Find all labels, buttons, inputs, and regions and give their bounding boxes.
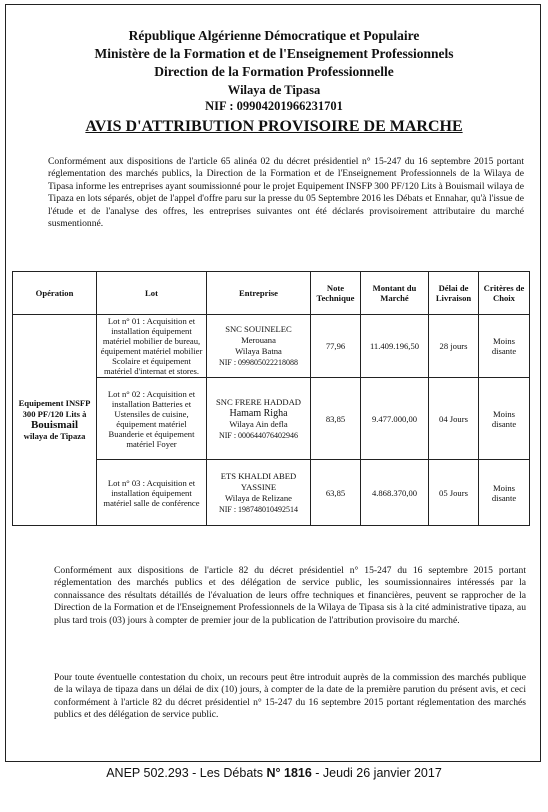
footer-ref: ANEP 502.293 - Les Débats bbox=[106, 766, 264, 780]
attribution-table bbox=[12, 271, 530, 526]
entreprise-cell bbox=[207, 460, 311, 526]
note-cell: 63,85 bbox=[311, 460, 361, 526]
operation-line1: Equipement INSFP 300 PF/120 Lits à bbox=[18, 398, 91, 419]
operation-city: Bouismail bbox=[30, 419, 79, 431]
entreprise-line2: Hamam Righa bbox=[229, 407, 288, 419]
header-ministry: Ministère de la Formation et de l'Enseignement Professionnels bbox=[94, 46, 454, 61]
notice-title: AVIS D'ATTRIBUTION PROVISOIRE DE MARCHE bbox=[85, 118, 463, 135]
montant-cell: 11.409.196,50 bbox=[361, 315, 429, 378]
header-note: Note Technique bbox=[311, 272, 361, 315]
entreprise-nif: NIF : 000644076402946 bbox=[218, 430, 299, 440]
entreprise-name: SNC FRERE HADDAD bbox=[216, 396, 301, 407]
critere-cell: Moins disante bbox=[479, 460, 530, 526]
entreprise-line2: Wilaya de Relizane bbox=[225, 492, 292, 503]
montant-cell: 9.477.000,00 bbox=[361, 378, 429, 460]
delai-cell: 28 jours bbox=[429, 315, 479, 378]
header-operation: Opération bbox=[13, 272, 97, 315]
entreprise-nif: NIF : 198748010492514 bbox=[218, 504, 299, 514]
table-header-row bbox=[13, 272, 530, 315]
entreprise-name: ETS KHALDI ABED YASSINE bbox=[220, 470, 297, 492]
header-nif: NIF : 09904201966231701 bbox=[205, 99, 343, 113]
header-lot: Lot bbox=[97, 272, 207, 315]
critere-cell: Moins disante bbox=[479, 378, 530, 460]
footer-date: - Jeudi 26 janvier 2017 bbox=[315, 766, 442, 780]
lot-cell: Lot n° 02 : Acquisition et installation Batteries et Ustensiles de cuisine, équipement matériel Buanderie et équipement matériel Foyer bbox=[97, 378, 207, 460]
entreprise-name: SNC SOUINELEC bbox=[225, 324, 292, 334]
operation-line3: wilaya de Tipaza bbox=[23, 431, 86, 441]
note-cell: 77,96 bbox=[311, 315, 361, 378]
entreprise-nif: NIF : 099805022218088 bbox=[218, 358, 299, 367]
footer-number: N° 1816 bbox=[266, 766, 312, 780]
entreprise-cell bbox=[207, 315, 311, 378]
header-direction: Direction de la Formation Professionnelle bbox=[154, 64, 394, 79]
header-wilaya: Wilaya de Tipasa bbox=[227, 83, 321, 97]
critere-cell: Moins disante bbox=[479, 315, 530, 378]
publication-footer bbox=[0, 766, 548, 780]
entreprise-line3: Wilaya Ain defla bbox=[229, 418, 288, 429]
entreprise-cell bbox=[207, 378, 311, 460]
lot-cell: Lot n° 03 : Acquisition et installation équipement matériel salle de conférence bbox=[97, 460, 207, 526]
table-row bbox=[13, 315, 530, 378]
delai-cell: 05 Jours bbox=[429, 460, 479, 526]
header-montant: Montant du Marché bbox=[361, 272, 429, 315]
intro-paragraph: Conformément aux dispositions de l'article 65 alinéa 02 du décret présidentiel n° 15-247 du 16 septembre 2015 portant réglementation des marchés publics, la Direction de la Formation et de l'Enseignement Professionnels de la Wilaya de Tipasa informe les entreprises ayant soumissionné pour le projet Equipement INSFP 300 PF/120 Lits à Bouismail wilaya de Tipaza en lots séparés, objet de l'appel d'offre paru sur la presse du 05 Septembre 2016 les Débats et Ennahar, qu'à l'issue de l'étude et de l'analyse des offres, les entreprises suivantes ont été déclarés provisoirement attributaire du marché susmentionné. bbox=[48, 156, 524, 230]
header-entreprise: Entreprise bbox=[207, 272, 311, 315]
header-delai: Délai de Livraison bbox=[429, 272, 479, 315]
delai-cell: 04 Jours bbox=[429, 378, 479, 460]
note-cell: 83,85 bbox=[311, 378, 361, 460]
appeal-paragraph: Pour toute éventuelle contestation du choix, un recours peut être introduit auprès de la commission des marchés publique de la wilaya de tipaza dans un délai de dix (10) jours, à compter de la date de la première parution du présent avis, et ceci conformément à l'article 82 du décret présidentiel n° 15-247 du 16 septembre 2015 portant réglementation des marchés publics et des délégation de service public. bbox=[54, 672, 526, 721]
entreprise-line3: Wilaya Batna bbox=[235, 346, 282, 356]
lot-cell: Lot n° 01 : Acquisition et installation équipement matériel mobilier de bureau, équipement matériel mobilier Scolaire et équipement matériel d'internat et stores. bbox=[97, 315, 207, 378]
results-paragraph: Conformément aux dispositions de l'article 82 du décret présidentiel n° 15-247 du 16 septembre 2015 portant réglementation des marchés publics et des délégation de service public, les soumissionnaires intéressés par la connaissance des résultats détaillés de l'évaluation de leurs offre techniques et financières, peuvent se rapprocher de la Direction de la Formation et de l'Enseignement Professionnels de la Wilaya de Tipasa sis à la cité administrative tipaza, au plus tard trois (03) jours à compter de premier jour de la publication de l'attribution provisoire du marché. bbox=[54, 565, 526, 626]
header-republic: République Algérienne Démocratique et Populaire bbox=[128, 28, 420, 43]
operation-cell bbox=[13, 315, 97, 526]
header-criteres: Critères de Choix bbox=[479, 272, 530, 315]
montant-cell: 4.868.370,00 bbox=[361, 460, 429, 526]
entreprise-line2: Merouana bbox=[241, 335, 276, 345]
